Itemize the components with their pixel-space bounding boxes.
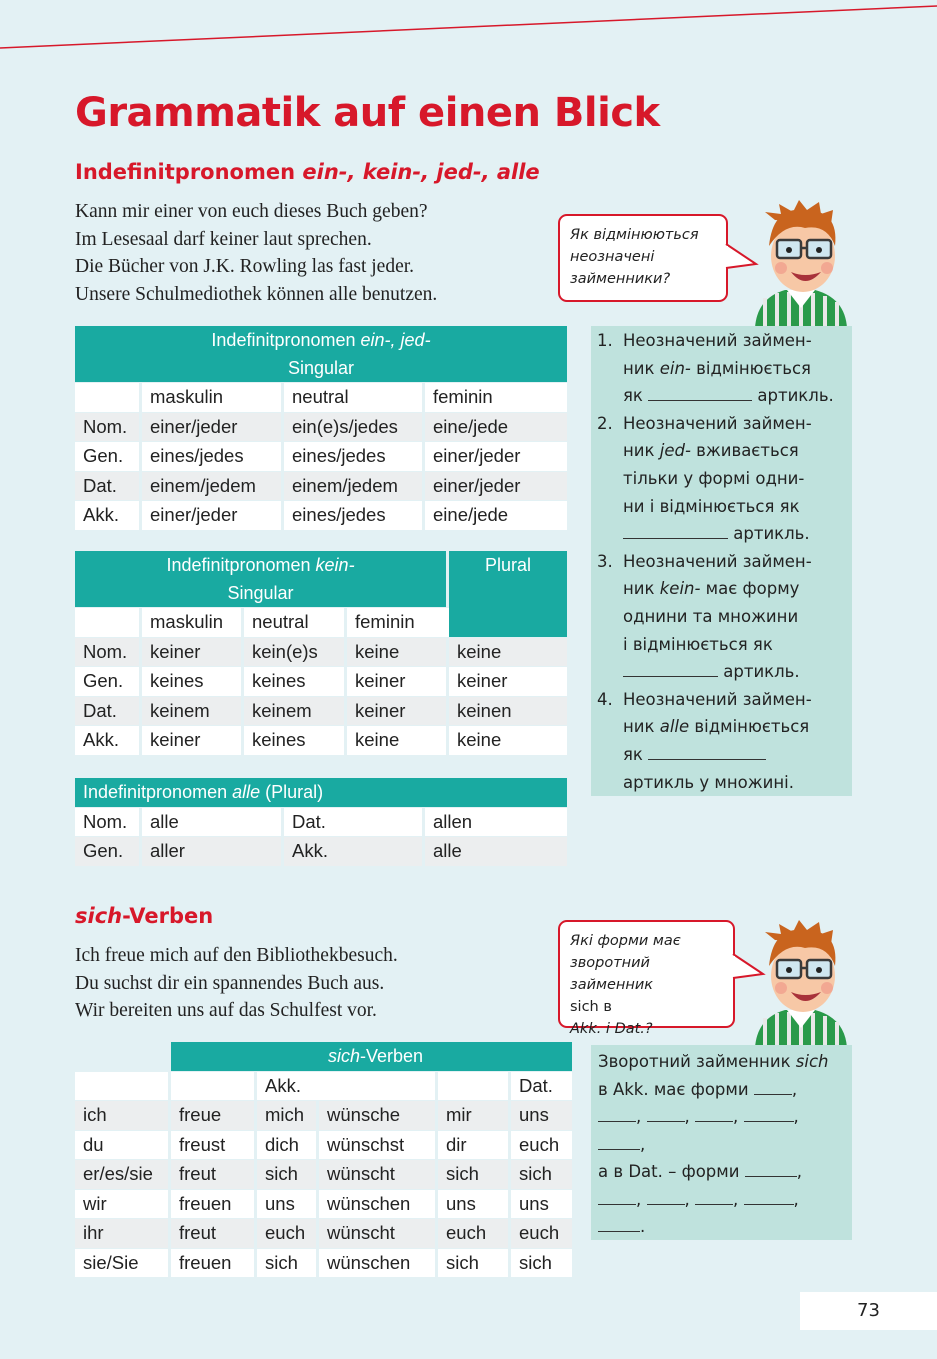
column-header-akk: Akk. [257,1072,438,1102]
table-cell: ein(e)s/jedes [284,413,425,443]
table-row [75,413,567,443]
verb-form: freuen [171,1190,257,1220]
task-text: артикль. [718,662,800,682]
fill-blank[interactable] [695,1186,733,1205]
table-sich-verben [75,1042,572,1278]
task-line: артикль у множині. [623,772,794,792]
table-row [75,667,567,697]
reflexive-dat: euch [438,1219,511,1249]
section-title-sich-verben [75,904,213,928]
task-line: Неозначений займен- [623,413,812,433]
table-row [75,442,567,472]
speech-bubble-question-1 [558,214,728,302]
task-line: ни і відмінюється як [623,496,800,516]
task-line: однини та множини [623,606,799,626]
task-text: відмінюється [689,717,810,737]
section-title-suffix: -Verben [122,904,214,928]
reflexive-akk: sich [257,1249,319,1279]
task-line: , , , , [598,1186,852,1214]
table-cell: euch [511,1219,572,1249]
column-header: neutral [284,383,425,413]
case-label: Gen. [75,442,142,472]
table-row [75,501,567,531]
table-row [75,1131,572,1161]
task-text: як [623,386,649,406]
example-sentence: Im Lesesaal darf keiner laut sprechen. [75,228,372,250]
table-cell: eine/jede [425,413,567,443]
fill-blank[interactable] [744,1103,794,1122]
task-italic: sich [795,1052,829,1071]
case-label: Dat. [75,697,142,727]
reflexive-dat: uns [438,1190,511,1220]
task-text: ник [623,579,660,599]
table-cell: keiner [347,667,449,697]
fill-blank[interactable] [647,1186,685,1205]
task-text: ник [623,358,660,378]
table-cell [171,1072,257,1102]
task-text: в Akk. має форми [598,1079,754,1099]
section-title-italic: ein-, kein-, jed-, alle [302,160,540,184]
table-cell: eines/jedes [284,501,425,531]
task-line: Неозначений займен- [623,689,812,709]
table-row [75,808,567,838]
task-italic: ein- [659,358,691,378]
table-row [75,697,567,727]
verb-form: wünscht [319,1219,438,1249]
bubble-italic: займенник [570,977,654,993]
verb-form: freuen [171,1249,257,1279]
reflexive-dat: sich [438,1249,511,1279]
section-title-prefix: Indefinitpronomen [75,160,303,184]
bubble-plain: sich в [570,999,612,1015]
example-sentence: Wir bereiten uns auf das Schulfest vor. [75,1000,377,1021]
task-line [623,382,852,410]
fill-blank[interactable] [598,1213,640,1232]
example-sentence: Du suchst dir ein spannendes Buch aus. [75,972,385,994]
column-header: feminin [347,608,449,638]
header-prefix: Indefinitpronomen [211,330,361,350]
speech-bubble-question-2 [558,920,735,1037]
table-cell: eines/jedes [284,442,425,472]
task-text: артикль. [752,386,834,406]
fill-blank[interactable] [648,382,752,401]
case-label: Nom. [75,638,142,668]
fill-blank[interactable] [695,1103,733,1122]
task-text: вживається [690,441,799,461]
header-suffix: -Verben [359,1046,424,1067]
reflexive-dat: mir [438,1101,511,1131]
table-cell: einer/jeder [142,413,284,443]
column-header: feminin [425,383,567,413]
bubble-line: Як відмінюються [570,227,699,243]
table-cell [75,1042,171,1072]
page-title: Grammatik auf einen Blick [75,90,660,136]
reflexive-akk: sich [257,1160,319,1190]
task-item [591,686,852,796]
table-cell: keine [449,726,567,756]
page-number: 73 [800,1292,937,1330]
column-header: maskulin [142,608,244,638]
table-cell: keine [347,638,449,668]
column-header: neutral [244,608,347,638]
header-prefix: Indefinitpronomen [83,782,233,803]
fill-blank[interactable] [623,658,718,677]
task-line: а в Dat. – форми , [598,1158,852,1186]
table-cell: einem/jedem [284,472,425,502]
bubble-line: займенники? [570,271,671,287]
table-cell: einer/jeder [142,501,284,531]
reflexive-akk: dich [257,1131,319,1161]
plural-header [449,551,567,638]
task-text: ник [623,717,660,737]
fill-blank[interactable] [744,1186,794,1205]
verb-form: freut [171,1219,257,1249]
pronoun: ihr [75,1219,171,1249]
example-sentences-2 [75,942,398,1025]
task-text: як [623,744,649,764]
table-cell: uns [511,1190,572,1220]
task-line: Неозначений займен- [623,551,812,571]
table-cell: einer/jeder [425,472,567,502]
table-cell: sich [511,1249,572,1279]
section-title-italic: sich [75,904,123,928]
table-indefinitpronomen-kein [75,551,567,756]
task-line [623,658,852,686]
table-cell: keiner [347,697,449,727]
task-text: а в Dat. – форми [598,1162,745,1181]
table-cell: einem/jedem [142,472,284,502]
table-header [75,778,567,808]
task-line: Неозначений займен- [623,331,812,350]
header-italic: ein-, jed- [360,330,431,350]
task-box-indefinitpronomen [591,326,852,796]
case-label: Akk. [75,726,142,756]
verb-form: wünschen [319,1249,438,1279]
table-cell: alle [425,837,567,867]
table-cell: eine/jede [425,501,567,531]
task-item [591,410,852,548]
case-label: Nom. [75,413,142,443]
case-label: Akk. [284,837,425,867]
header-suffix: (Plural) [260,782,324,803]
fill-blank[interactable] [745,1158,797,1177]
table-row [75,638,567,668]
table-cell: keines [244,726,347,756]
reflexive-akk: mich [257,1101,319,1131]
fill-blank[interactable] [648,741,766,760]
header-line2: Singular [227,583,294,603]
case-label: Nom. [75,808,142,838]
table-row [75,726,567,756]
task-text: ник [623,441,660,461]
table-cell: keinem [142,697,244,727]
verb-form: freue [171,1101,257,1131]
task-text: Зворотний займенник [598,1052,796,1071]
reflexive-dat: sich [438,1160,511,1190]
verb-form: wünscht [319,1160,438,1190]
task-box-sich [591,1045,852,1240]
table-cell: allen [425,808,567,838]
task-line [623,741,852,769]
example-sentence: Ich freue mich auf den Bibliothekbesuch. [75,945,398,966]
pronoun: sie/Sie [75,1249,171,1279]
table-cell [75,608,142,638]
bubble-line: Які форми має [570,933,681,949]
task-line [623,520,852,548]
table-cell: keiner [142,638,244,668]
table-cell: alle [142,808,284,838]
table-row [75,1190,572,1220]
task-italic: kein- [659,579,701,599]
task-line: і відмінюється як [623,634,773,654]
table-cell: keinen [449,697,567,727]
case-label: Gen. [75,837,142,867]
table-cell: keine [449,638,567,668]
task-italic: alle [659,717,690,737]
table-cell: keines [142,667,244,697]
task-text: артикль. [728,524,810,544]
table-row [75,1249,572,1279]
table-row [75,1160,572,1190]
fill-blank[interactable] [598,1103,636,1122]
case-label: Gen. [75,667,142,697]
task-line: тільки у формі одни- [623,468,805,488]
case-label: Dat. [75,472,142,502]
example-sentence: Die Bücher von J.K. Rowling las fast jeder. [75,256,415,277]
verb-form: wünschst [319,1131,438,1161]
bubble-line: Akk. і Dat.? [570,1021,653,1037]
reflexive-dat: dir [438,1131,511,1161]
reflexive-akk: euch [257,1219,319,1249]
case-label: Dat. [284,808,425,838]
header-italic: kein- [315,555,355,575]
task-italic: jed- [659,441,691,461]
table-cell: keiner [142,726,244,756]
fill-blank[interactable] [754,1076,792,1095]
fill-blank[interactable] [647,1103,685,1122]
bubble-line: зворотний [570,955,650,971]
task-text: має форму [700,579,800,599]
task-number: 1. [597,331,613,350]
table-cell: keinem [244,697,347,727]
section-title-indefinitpronomen [75,160,540,184]
task-line [623,355,852,383]
reflexive-akk: uns [257,1190,319,1220]
example-sentence: Kann mir einer von euch dieses Buch geben? [75,201,428,222]
column-header: maskulin [142,383,284,413]
verb-form: wünschen [319,1190,438,1220]
table-row [75,472,567,502]
example-sentences-1 [75,198,437,308]
verb-form: freust [171,1131,257,1161]
task-line: , [598,1131,852,1159]
task-line [623,437,852,465]
task-line: , , , , [598,1103,852,1131]
task-line: в Akk. має форми , [598,1076,852,1104]
task-line [623,713,852,741]
task-number: 2. [597,413,613,433]
table-cell: keines [244,667,347,697]
table-row [75,837,567,867]
example-sentence: Unsere Schulmediothek können alle benutzen. [75,283,438,305]
table-cell: aller [142,837,284,867]
table-row [75,1101,572,1131]
task-number: 3. [597,551,613,571]
top-red-line [0,0,937,60]
table-cell: euch [511,1131,572,1161]
bubble-line: неозначені [570,249,655,265]
fill-blank[interactable] [598,1131,640,1150]
header-italic: alle [232,782,261,803]
table-cell: kein(e)s [244,638,347,668]
bubble-line [570,974,723,1018]
header-prefix: Indefinitpronomen [166,555,316,575]
task-item [591,327,852,410]
task-item [591,548,852,686]
case-label: Akk. [75,501,142,531]
task-number: 4. [597,689,613,709]
table-cell: sich [511,1160,572,1190]
boy-with-glasses-illustration [735,198,855,328]
pronoun: ich [75,1101,171,1131]
fill-blank[interactable] [623,520,728,539]
pronoun: du [75,1131,171,1161]
table-row [75,1219,572,1249]
plural-header-label: Plural [484,555,532,575]
table-header [171,1042,572,1072]
task-line [598,1048,852,1076]
table-indefinitpronomen-ein-jed [75,326,567,531]
table-cell [438,1072,511,1102]
table-cell [75,1072,171,1102]
header-italic: sich [327,1046,360,1067]
pronoun: er/es/sie [75,1160,171,1190]
fill-blank[interactable] [598,1186,636,1205]
table-indefinitpronomen-alle [75,778,567,867]
table-cell: keine [347,726,449,756]
task-text: відмінюється [690,358,811,378]
verb-form: wünsche [319,1101,438,1131]
header-line2: Singular [287,358,355,378]
task-line [623,575,852,603]
verb-form: freut [171,1160,257,1190]
table-cell: keiner [449,667,567,697]
table-header [75,326,567,383]
table-cell: eines/jedes [142,442,284,472]
pronoun: wir [75,1190,171,1220]
column-header-dat: Dat. [511,1072,572,1102]
boy-with-glasses-illustration [735,918,855,1048]
table-cell: einer/jeder [425,442,567,472]
table-header [75,551,449,608]
table-cell: uns [511,1101,572,1131]
task-line: . [598,1213,852,1241]
table-cell [75,383,142,413]
